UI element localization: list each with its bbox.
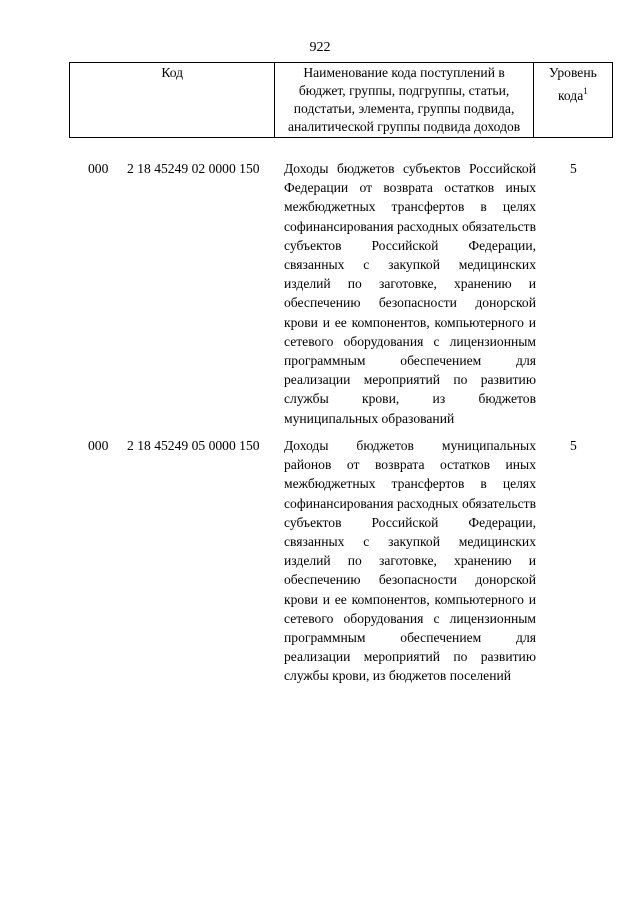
- header-level: Уровень кода: [548, 65, 597, 103]
- header-level-footnote: 1: [583, 86, 588, 96]
- page-number: 922: [309, 40, 331, 55]
- budget-code: 2 18 45249 05 0000 150: [127, 438, 260, 453]
- code-prefix: 000: [88, 438, 109, 453]
- table-header: [69, 62, 613, 138]
- code-level: 5: [570, 438, 577, 453]
- header-code: Код: [70, 63, 275, 138]
- row-description: Доходы бюджетов муниципальных районов от возврата остатков иных межбюджетных трансфертов в целях софинансирования расходных обязательств субъектов Российской Федерации, связанных с закупкой медицинских изделий по заготовке, хранению и обеспечению безопасности донорской крови и ее компонентов, компьютерного и сетевого оборудования с лицензионным программным обеспечением для реализации мероприятий по развитию службы крови, из бюджетов поселений: [284, 438, 536, 684]
- budget-code: 2 18 45249 02 0000 150: [127, 161, 260, 176]
- header-level-cell: [533, 63, 612, 138]
- row-description: Доходы бюджетов субъектов Российской Федерации от возврата остатков иных межбюджетных трансфертов в целях софинансирования расходных обязательств субъектов Российской Федерации, связанных с закупкой медицинских изделий по заготовке, хранению и обеспечению безопасности донорской крови и ее компонентов, компьютерного и сетевого оборудования с лицензионным программным обеспечением для реализации мероприятий по развитию службы крови, из бюджетов муниципальных образований: [284, 161, 536, 426]
- header-name: Наименование кода поступлений в бюджет, группы, подгруппы, статьи, подстатьи, элемента, группы подвида, аналитической группы подвида доходов: [275, 63, 533, 138]
- code-level: 5: [570, 161, 577, 176]
- code-prefix: 000: [88, 161, 109, 176]
